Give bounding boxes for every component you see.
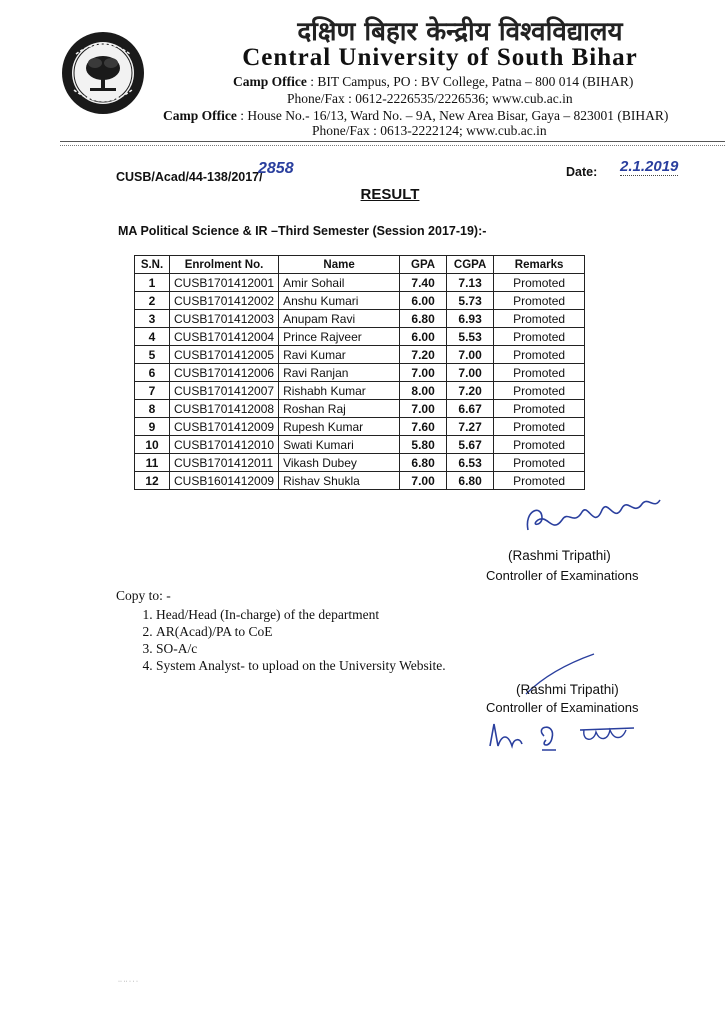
university-name-english: Central University of South Bihar	[242, 44, 638, 71]
cell-enrolment: CUSB1701412009	[170, 418, 279, 436]
cell-enrolment: CUSB1701412003	[170, 310, 279, 328]
cell-name: Rupesh Kumar	[279, 418, 400, 436]
col-name: Name	[279, 256, 400, 274]
cell-sn: 11	[135, 454, 170, 472]
header-divider-dotted	[60, 145, 725, 146]
cell-sn: 10	[135, 436, 170, 454]
cell-gpa: 8.00	[400, 382, 447, 400]
cell-cgpa: 6.67	[447, 400, 494, 418]
copy-to-section	[116, 588, 446, 674]
cell-remarks: Promoted	[494, 472, 585, 490]
page-title: RESULT	[360, 186, 420, 203]
cell-cgpa: 5.53	[447, 328, 494, 346]
initials-marks	[484, 716, 664, 758]
col-enrolment: Enrolment No.	[170, 256, 279, 274]
cell-sn: 2	[135, 292, 170, 310]
signatory-designation-2: Controller of Examinations	[486, 700, 639, 715]
cell-cgpa: 6.53	[447, 454, 494, 472]
signatory-name-2: (Rashmi Tripathi)	[516, 682, 619, 697]
course-heading: MA Political Science & IR –Third Semester (Session 2017-19):-	[118, 224, 487, 238]
cell-sn: 3	[135, 310, 170, 328]
cell-cgpa: 6.80	[447, 472, 494, 490]
col-cgpa: CGPA	[447, 256, 494, 274]
table-row	[135, 382, 585, 400]
cell-name: Rishav Shukla	[279, 472, 400, 490]
cell-name: Roshan Raj	[279, 400, 400, 418]
cell-gpa: 6.80	[400, 310, 447, 328]
cell-sn: 9	[135, 418, 170, 436]
table-header-row	[135, 256, 585, 274]
cell-gpa: 6.00	[400, 292, 447, 310]
cell-remarks: Promoted	[494, 436, 585, 454]
cell-remarks: Promoted	[494, 454, 585, 472]
cell-remarks: Promoted	[494, 400, 585, 418]
col-remarks: Remarks	[494, 256, 585, 274]
table-row	[135, 454, 585, 472]
cell-sn: 4	[135, 328, 170, 346]
cell-name: Vikash Dubey	[279, 454, 400, 472]
cell-name: Swati Kumari	[279, 436, 400, 454]
date-value: 2.1.2019	[620, 158, 679, 175]
cell-enrolment: CUSB1701412011	[170, 454, 279, 472]
cell-enrolment: CUSB1701412010	[170, 436, 279, 454]
cell-gpa: 6.80	[400, 454, 447, 472]
cell-gpa: 5.80	[400, 436, 447, 454]
cell-sn: 1	[135, 274, 170, 292]
col-gpa: GPA	[400, 256, 447, 274]
cell-gpa: 7.20	[400, 346, 447, 364]
university-name-hindi: दक्षिण बिहार केन्द्रीय विश्वविद्यालय	[297, 17, 623, 47]
cell-remarks: Promoted	[494, 310, 585, 328]
cell-enrolment: CUSB1701412004	[170, 328, 279, 346]
reference-number: 2858	[258, 160, 294, 177]
table-row	[135, 364, 585, 382]
date-label: Date:	[566, 165, 598, 179]
copy-to-item: 3. SO-A/c	[156, 640, 446, 657]
cell-enrolment: CUSB1701412001	[170, 274, 279, 292]
camp-office-1-address: : BIT Campus, PO : BV College, Patna – 800 014 (BIHAR)	[310, 74, 634, 89]
table-body	[135, 274, 585, 490]
signature-1	[518, 490, 668, 540]
cell-cgpa: 7.13	[447, 274, 494, 292]
cell-cgpa: 6.93	[447, 310, 494, 328]
cell-gpa: 7.00	[400, 472, 447, 490]
table-row	[135, 346, 585, 364]
table-row	[135, 292, 585, 310]
cell-cgpa: 7.27	[447, 418, 494, 436]
cell-sn: 5	[135, 346, 170, 364]
camp-office-2-label: Camp Office	[163, 108, 237, 123]
col-sn: S.N.	[135, 256, 170, 274]
cell-sn: 8	[135, 400, 170, 418]
camp-office-1	[233, 74, 633, 90]
table-row	[135, 418, 585, 436]
cell-name: Rishabh Kumar	[279, 382, 400, 400]
copy-to-list	[116, 606, 446, 674]
cell-name: Ravi Ranjan	[279, 364, 400, 382]
cell-enrolment: CUSB1601412009	[170, 472, 279, 490]
cell-enrolment: CUSB1701412008	[170, 400, 279, 418]
cell-sn: 7	[135, 382, 170, 400]
table-row	[135, 400, 585, 418]
cell-remarks: Promoted	[494, 274, 585, 292]
cell-cgpa: 5.73	[447, 292, 494, 310]
cell-name: Amir Sohail	[279, 274, 400, 292]
copy-to-item: 1. Head/Head (In-charge) of the department	[156, 606, 446, 623]
cell-gpa: 7.00	[400, 364, 447, 382]
copy-to-item: 2. AR(Acad)/PA to CoE	[156, 623, 446, 640]
cell-remarks: Promoted	[494, 382, 585, 400]
cell-remarks: Promoted	[494, 346, 585, 364]
cell-enrolment: CUSB1701412002	[170, 292, 279, 310]
cell-cgpa: 5.67	[447, 436, 494, 454]
cell-sn: 6	[135, 364, 170, 382]
cell-enrolment: CUSB1701412005	[170, 346, 279, 364]
cell-gpa: 7.00	[400, 400, 447, 418]
cell-remarks: Promoted	[494, 418, 585, 436]
header-divider	[60, 141, 725, 142]
table-row	[135, 310, 585, 328]
camp-office-2-contact: Phone/Fax : 0613-2222124; www.cub.ac.in	[312, 123, 547, 138]
cell-gpa: 7.40	[400, 274, 447, 292]
reference-prefix: CUSB/Acad/44-138/2017/	[116, 170, 263, 184]
cell-enrolment: CUSB1701412007	[170, 382, 279, 400]
camp-office-1-contact: Phone/Fax : 0612-2226535/2226536; www.cub.ac.in	[287, 91, 573, 106]
cell-name: Prince Rajveer	[279, 328, 400, 346]
cell-remarks: Promoted	[494, 292, 585, 310]
signatory-name: (Rashmi Tripathi)	[508, 548, 611, 563]
cell-cgpa: 7.00	[447, 364, 494, 382]
cell-gpa: 7.60	[400, 418, 447, 436]
cell-remarks: Promoted	[494, 328, 585, 346]
cell-remarks: Promoted	[494, 364, 585, 382]
camp-office-2	[163, 108, 668, 124]
table-row	[135, 328, 585, 346]
table-row	[135, 274, 585, 292]
cell-cgpa: 7.20	[447, 382, 494, 400]
copy-to-item: 4. System Analyst- to upload on the University Website.	[156, 657, 446, 674]
university-logo	[60, 30, 146, 116]
signatory-designation: Controller of Examinations	[486, 568, 639, 583]
result-table	[134, 255, 585, 490]
cell-gpa: 6.00	[400, 328, 447, 346]
cell-enrolment: CUSB1701412006	[170, 364, 279, 382]
cell-name: Ravi Kumar	[279, 346, 400, 364]
page-footer-mark: ·· ·· · · ·	[118, 979, 138, 985]
camp-office-2-address: : House No.- 16/13, Ward No. – 9A, New Area Bisar, Gaya – 823001 (BIHAR)	[240, 108, 669, 123]
table-row	[135, 472, 585, 490]
table-row	[135, 436, 585, 454]
cell-name: Anupam Ravi	[279, 310, 400, 328]
cell-cgpa: 7.00	[447, 346, 494, 364]
camp-office-1-label: Camp Office	[233, 74, 307, 89]
copy-to-heading: Copy to: -	[116, 588, 171, 603]
cell-name: Anshu Kumari	[279, 292, 400, 310]
cell-sn: 12	[135, 472, 170, 490]
